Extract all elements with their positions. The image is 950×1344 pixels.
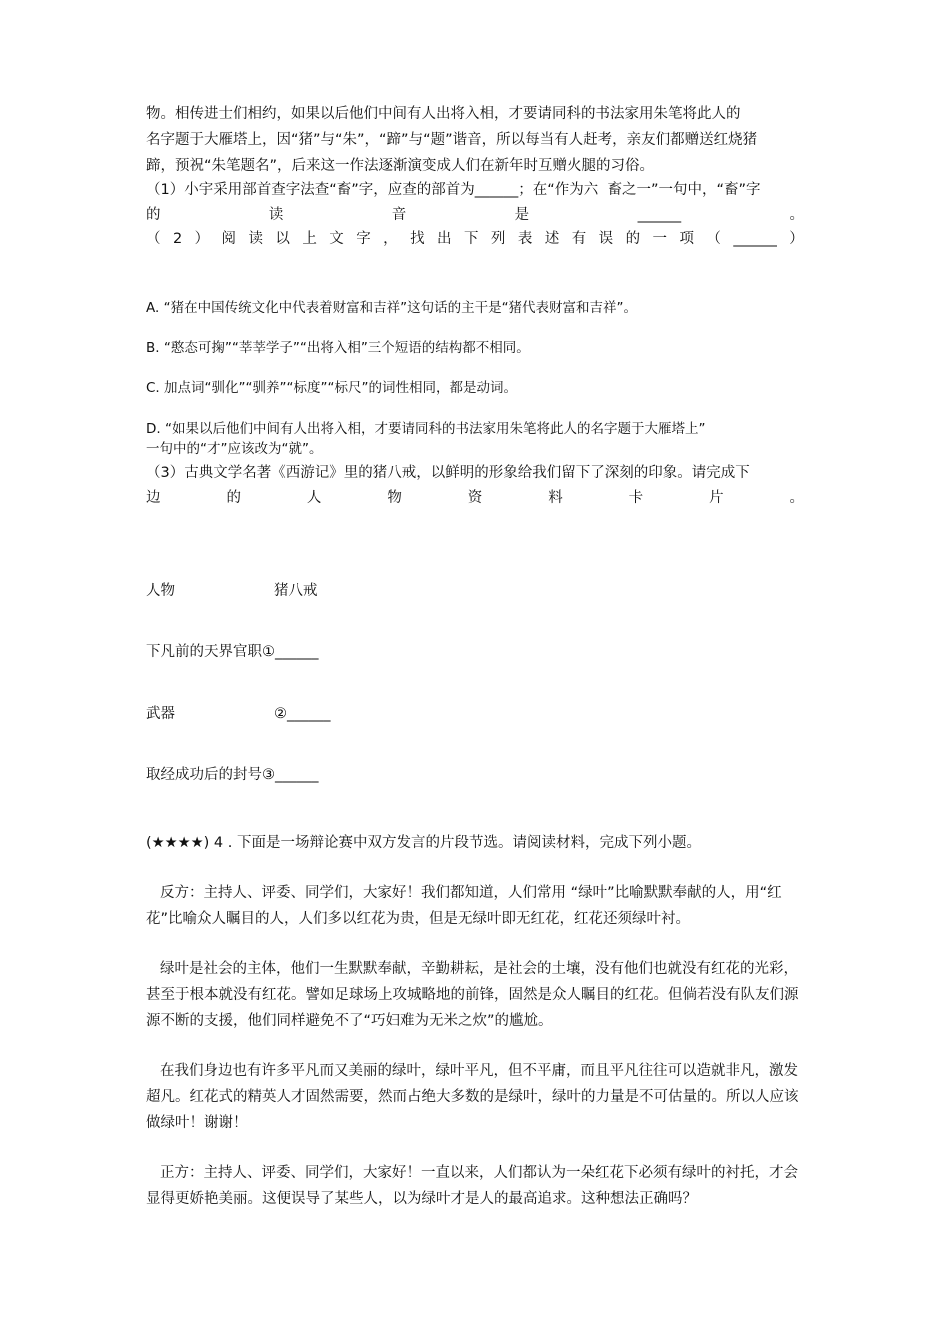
word: 文 [329, 231, 344, 247]
debate-paragraph-2: 绿叶是社会的主体，他们一生默默奉献，辛勤耕耘，是社会的土壤，没有他们也就没有红花的光彩，甚至于根本就没有红花。譬如足球场上攻城略地的前锋，固然是众人瞩目的红花。但倘若没有队友们源源不断的支援，他们同样避免不了“巧妇难为无米之炊”的尴尬。 [146, 961, 799, 1029]
question-3-line-2 [146, 488, 804, 508]
word: 人 [306, 490, 322, 506]
word: 物 [387, 490, 402, 506]
card-label: 人物 [146, 583, 175, 599]
circled-number: ③ [262, 767, 275, 783]
circled-number: ① [262, 644, 275, 660]
question-1-text-b: ；在“作为六 [518, 182, 599, 198]
question-1-text-a: （1）小宇采用部首查字法查“畜”字，应查的部首为 [146, 182, 475, 198]
word: 资 [467, 490, 483, 506]
word: 的 [625, 231, 641, 247]
word: 边 [146, 490, 161, 506]
word: 片 [709, 490, 724, 506]
question-1-blank-radical[interactable]: ______ [474, 182, 519, 198]
card-label: 武器 [146, 706, 175, 722]
card-row-character [146, 581, 318, 601]
word: 以 [275, 231, 290, 247]
word: 。 [789, 490, 804, 506]
card-blank-2[interactable]: ______ [287, 706, 331, 722]
intro-line-1: 物。相传进士们相约，如果以后他们中间有人出将入相，才要请同科的书法家用朱笔将此人的 [146, 106, 741, 122]
card-label: 下凡前的天界官职 [146, 644, 262, 660]
card-value: 猪八戒 [274, 583, 318, 599]
question-3-line-1: （3）古典文学名著《西游记》里的猪八戒，以鲜明的形象给我们留下了深刻的印象。请完成下 [146, 465, 750, 481]
word: ） [789, 231, 804, 247]
word: 。 [789, 207, 804, 223]
difficulty-stars: (★★★★) [146, 835, 210, 851]
question-1-text-c: 畜之一”一句中，“畜”字 [607, 182, 761, 198]
word: （ [146, 231, 161, 247]
question-1-blank-reading[interactable]: ______ [637, 207, 682, 223]
circled-number: ② [274, 706, 287, 722]
word: 读 [268, 207, 284, 223]
word: ） [194, 231, 210, 247]
card-label: 取经成功后的封号 [146, 767, 262, 783]
word: 项 [679, 231, 694, 247]
word: 出 [437, 231, 452, 247]
word: 一 [652, 231, 668, 247]
question-1-line-2 [146, 205, 804, 225]
word: 找 [410, 231, 425, 247]
word: 料 [548, 490, 563, 506]
word: 的 [146, 207, 161, 223]
card-row-final-title [146, 765, 319, 785]
word: 读 [248, 231, 263, 247]
word: 误 [598, 231, 614, 247]
word: 述 [544, 231, 560, 247]
word: ， [383, 231, 398, 247]
word: 表 [517, 231, 533, 247]
question-2-blank[interactable]: ______ [733, 231, 777, 247]
question-4-text: 4 . 下面是一场辩论赛中双方发言的片段节选。请阅读材料，完成下列小题。 [209, 835, 701, 851]
word: （ [706, 231, 721, 247]
word: 列 [490, 231, 506, 247]
option-d-line-2: 一句中的“才”应该改为“就”。 [146, 441, 323, 457]
card-blank-1[interactable]: ______ [275, 644, 319, 660]
word: 是 [514, 207, 530, 223]
option-d-line-1: D. “如果以后他们中间有人出将入相，才要请同科的书法家用朱笔将此人的名字题于大雁塔上” [146, 421, 706, 437]
question-2-line [146, 229, 804, 249]
word: 下 [463, 231, 479, 247]
word: 有 [571, 231, 587, 247]
card-blank-3[interactable]: ______ [275, 767, 319, 783]
question-1-line-1 [146, 180, 761, 200]
word: 卡 [628, 490, 644, 506]
intro-line-2: 名字题于大雁塔上，因“猪”与“朱”，“蹄”与“题”谐音，所以每当有人赶考，亲友们都赠送红烧猪 [146, 132, 758, 148]
card-row-weapon [146, 704, 331, 724]
option-b: B. “憨态可掬”“莘莘学子”“出将入相”三个短语的结构都不相同。 [146, 340, 530, 356]
word: 字 [356, 231, 371, 247]
word: 的 [226, 490, 241, 506]
intro-line-3: 蹄，预祝“朱笔题名”，后来这一作法逐渐演变成人们在新年时互赠火腿的习俗。 [146, 158, 655, 174]
word: 2 [172, 231, 183, 247]
debate-paragraph-4: 正方：主持人、评委、同学们，大家好！一直以来，人们都认为一朵红花下必须有绿叶的衬托，才会显得更娇艳美丽。这便误导了某些人，以为绿叶才是人的最高追求。这种想法正确吗？ [146, 1165, 798, 1207]
word: 上 [302, 231, 317, 247]
card-row-heaven-title [146, 642, 319, 662]
word: 音 [391, 207, 407, 223]
question-4-heading [146, 833, 701, 853]
debate-paragraph-3: 在我们身边也有许多平凡而又美丽的绿叶，绿叶平凡，但不平庸，而且平凡往往可以造就非凡，激发超凡。红花式的精英人才固然需要，然而占绝大多数的是绿叶，绿叶的力量是不可估量的。所以人应该做绿叶！谢谢！ [146, 1063, 799, 1131]
option-c: C. 加点词“驯化”“驯养”“标度”“标尺”的词性相同，都是动词。 [146, 380, 517, 396]
debate-paragraph-1: 反方：主持人、评委、同学们，大家好！我们都知道，人们常用 “绿叶”比喻默默奉献的人，用“红花”比喻众人瞩目的人，人们多以红花为贵，但是无绿叶即无红花，红花还须绿叶衬。 [146, 885, 782, 927]
option-a: A. “猪在中国传统文化中代表着财富和吉祥”这句话的主干是“猪代表财富和吉祥”。 [146, 300, 638, 316]
word: 阅 [221, 231, 237, 247]
